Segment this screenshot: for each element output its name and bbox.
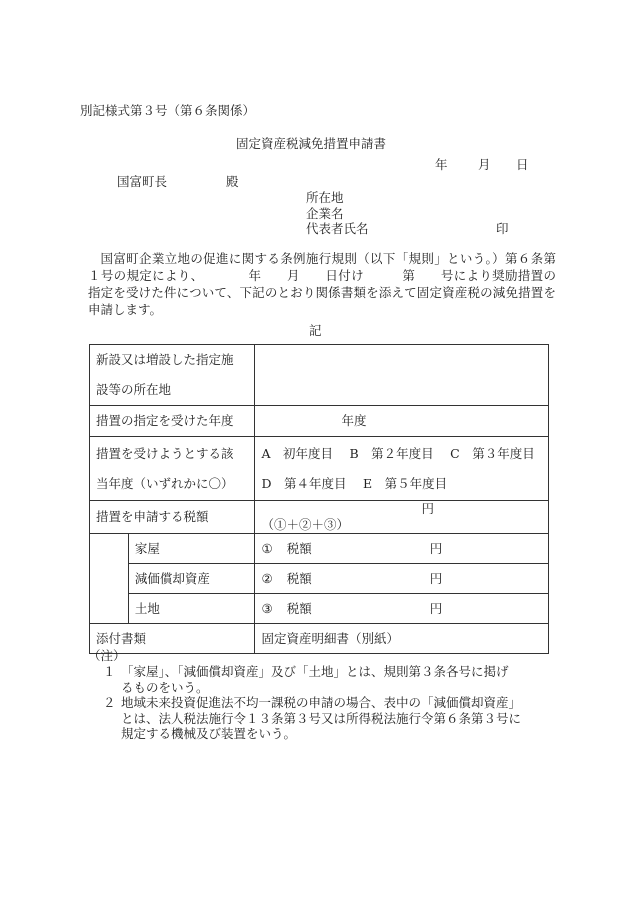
date-year: 年 xyxy=(435,157,448,172)
note-item xyxy=(103,695,563,742)
table-row xyxy=(90,406,549,437)
table-row xyxy=(90,501,549,534)
sub-item-value[interactable]: ① 税額 円 xyxy=(255,534,549,564)
applicable-year-options[interactable]: A 初年度目 B 第２年度目 C 第３年度目 D 第４年度目 E 第５年度目 xyxy=(255,437,549,501)
sub-item-value[interactable]: ② 税額 円 xyxy=(255,564,549,594)
application-paragraph xyxy=(88,250,556,318)
location-label: 新設又は増設した指定施 設等の所在地 xyxy=(90,345,255,406)
paragraph-line: 国富町企業立地の促進に関する条例施行規則（以下「規則」という。）第６ xyxy=(100,251,531,266)
sub-item-label: 土地 xyxy=(128,594,255,624)
indent-cell xyxy=(90,534,129,624)
document-title: 固定資産税減免措置申請書 xyxy=(236,136,387,151)
date-day: 日 xyxy=(516,157,529,172)
attachment-label: 添付書類 xyxy=(90,624,255,654)
company-label: 企業名 xyxy=(306,206,344,221)
representative-label: 代表者氏名 xyxy=(306,221,369,236)
table-row xyxy=(90,564,549,594)
sub-item-value[interactable]: ③ 税額 円 xyxy=(255,594,549,624)
paragraph-line: 産税の減免措置を申請します。 xyxy=(88,285,556,317)
application-table xyxy=(89,344,549,654)
tax-amount-value[interactable]: 円（①＋②＋③） xyxy=(255,501,549,534)
ki-heading: 記 xyxy=(309,323,322,338)
notes-heading: （注） xyxy=(88,648,126,663)
table-row xyxy=(90,345,549,406)
addressee: 国富町長 xyxy=(117,174,168,189)
seal-mark: 印 xyxy=(496,221,509,236)
date-month: 月 xyxy=(478,157,491,172)
note-number: １ xyxy=(103,664,116,679)
paragraph-line: 奨励措置の指定を受けた件について、下記のとおり関係書類を添えて固定資 xyxy=(88,268,556,300)
note-number: ２ xyxy=(103,695,116,710)
location-value[interactable] xyxy=(255,345,549,406)
form-label: 別記様式第３号（第６条関係） xyxy=(80,103,256,118)
applicable-year-label: 措置を受けようとする該 当年度（いずれかに〇） xyxy=(90,437,255,501)
table-row xyxy=(90,624,549,654)
sub-item-label: 減価償却資産 xyxy=(128,564,255,594)
designation-year-value[interactable]: 年度 xyxy=(255,406,549,437)
note-item xyxy=(103,664,563,695)
address-label: 所在地 xyxy=(306,190,344,205)
paragraph-line: 条第１号の規定により、 年 月 日付け 第 号により xyxy=(88,251,556,283)
honorific: 殿 xyxy=(226,174,239,189)
attachment-value: 固定資産明細書（別紙） xyxy=(255,624,549,654)
table-row xyxy=(90,437,549,501)
sub-item-label: 家屋 xyxy=(128,534,255,564)
tax-amount-label: 措置を申請する税額 xyxy=(90,501,255,534)
designation-year-label: 措置の指定を受けた年度 xyxy=(90,406,255,437)
note-text: 「家屋」、「減価償却資産」及び「土地」とは、規則第３条各号に掲げ るものをいう。 xyxy=(121,664,509,695)
table-row xyxy=(90,594,549,624)
table-row xyxy=(90,534,549,564)
note-text: 地域未来投資促進法不均一課税の申請の場合、表中の「減価償却資産」 とは、法人税法施行令１３条第３号又は所得税法施行令第６条第３号に 規定する機械及び装置をいう。 xyxy=(121,695,522,741)
